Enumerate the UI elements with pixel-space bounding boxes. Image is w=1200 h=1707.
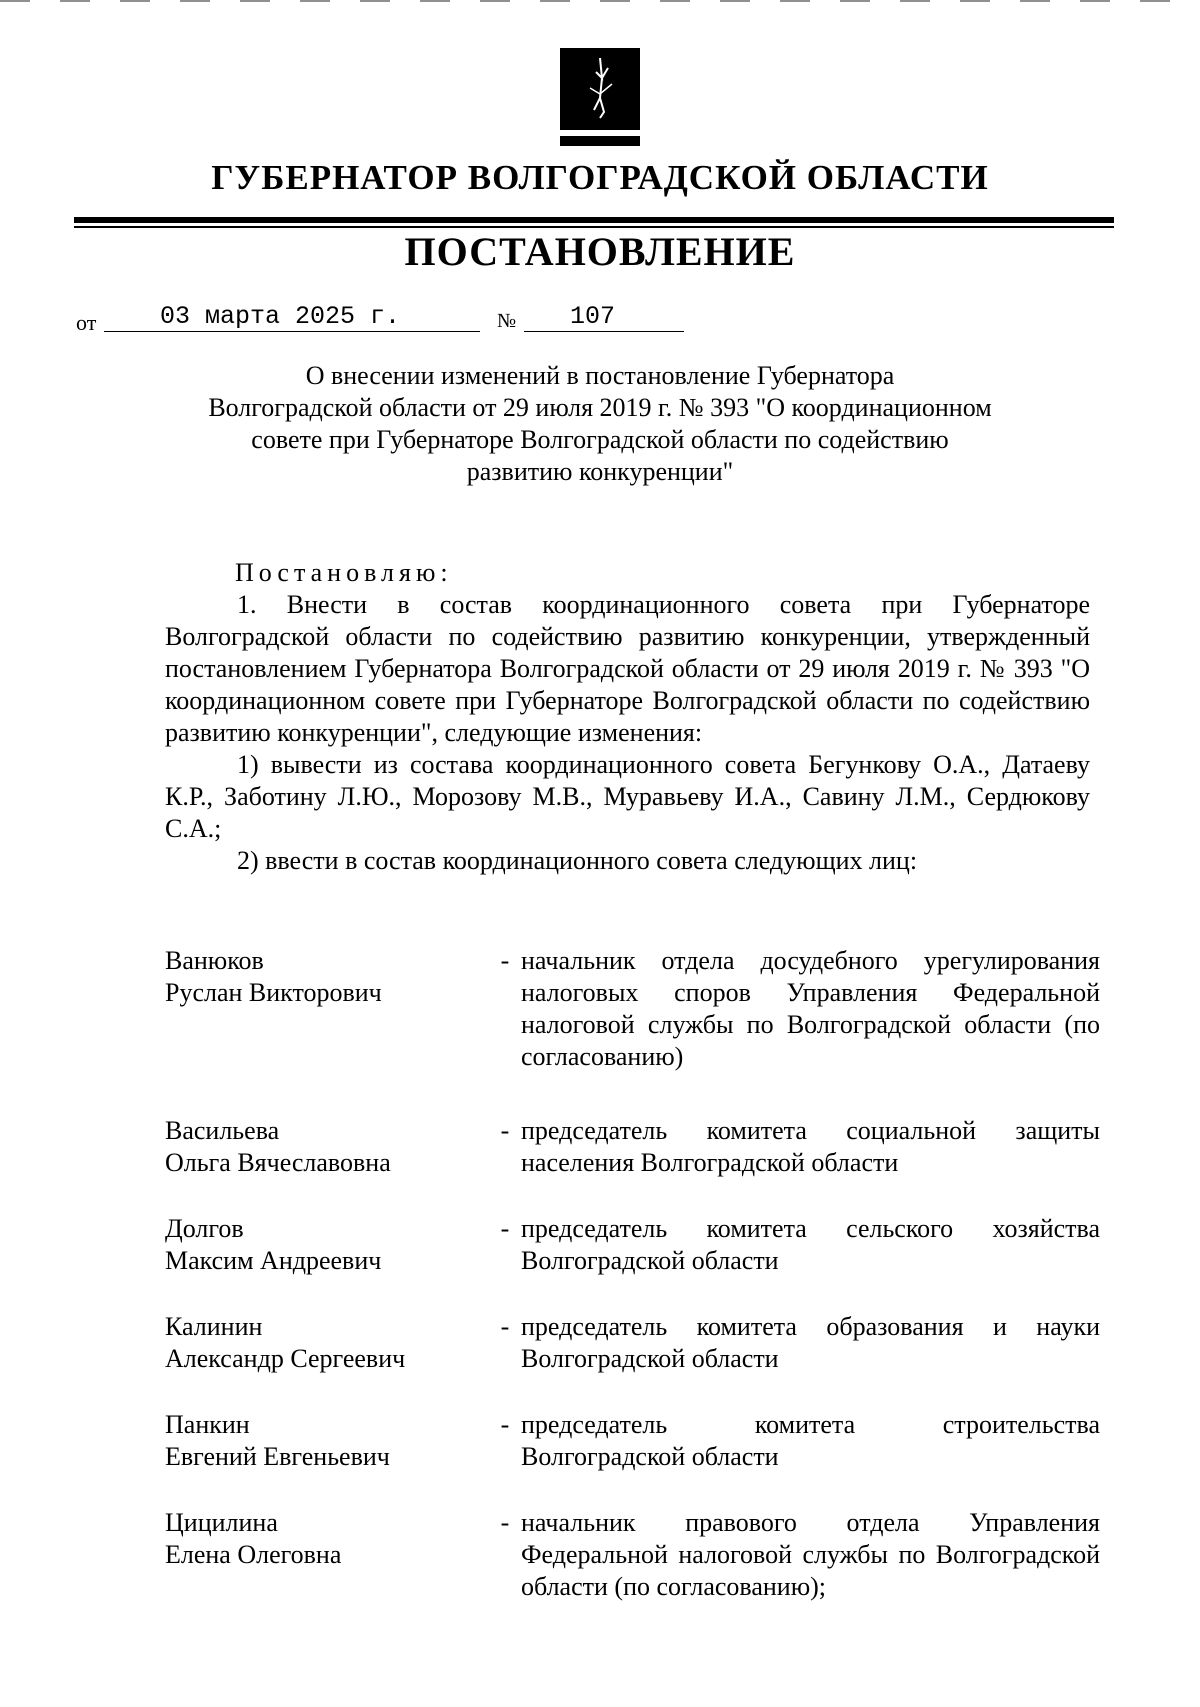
- document-number: 107: [570, 302, 616, 331]
- subject-line: развитию конкуренции": [466, 457, 734, 486]
- date-underline: [104, 331, 480, 332]
- dash: -: [500, 1508, 510, 1537]
- member-role: начальник отдела досудебного урегулирования налоговых споров Управления Федеральной налоговой службы по Волгоградской области (по согласованию): [521, 946, 1100, 1071]
- document-body: [165, 557, 1090, 877]
- member-name: Долгов Максим Андреевич: [165, 1214, 382, 1275]
- dash: -: [500, 1312, 510, 1341]
- member-role: председатель комитета строительства Волгоградской области: [521, 1410, 1100, 1471]
- member-name: Панкин Евгений Евгеньевич: [165, 1410, 390, 1471]
- number-underline: [524, 331, 684, 332]
- authority-title: ГУБЕРНАТОР ВОЛГОГРАДСКОЙ ОБЛАСТИ: [211, 158, 989, 197]
- document-subject: [160, 360, 1040, 488]
- dash: -: [500, 946, 510, 975]
- member-name: Калинин Александр Сергеевич: [165, 1312, 406, 1373]
- sub-item-2: 2) ввести в состав координационного совета следующих лиц:: [237, 846, 918, 875]
- member-name: Васильева Ольга Вячеславовна: [165, 1116, 391, 1177]
- document-date: 03 марта 2025 г.: [160, 302, 401, 331]
- subject-line: О внесении изменений в постановление Губернатора: [305, 361, 895, 390]
- document-type: ПОСТАНОВЛЕНИЕ: [404, 229, 796, 274]
- scan-edge: [0, 0, 1200, 2]
- dash: -: [500, 1116, 510, 1145]
- subject-line: Волгоградской области от 29 июля 2019 г. № 393 "О координационном: [208, 393, 992, 422]
- sub-item-1: 1) вывести из состава координационного совета Бегункову О.А., Датаеву К.Р., Заботину Л.Ю., Морозову М.В., Муравьеву И.А., Савину Л.М., Сердюкову С.А.;: [165, 750, 1090, 843]
- resolve-statement: Постановляю:: [235, 558, 453, 587]
- number-label: №: [497, 310, 517, 332]
- member-role: председатель комитета образования и науки Волгоградской области: [521, 1312, 1100, 1373]
- subject-line: совете при Губернаторе Волгоградской области по содействию: [251, 425, 949, 454]
- member-name: Цицилина Елена Олеговна: [165, 1508, 342, 1569]
- date-label: от: [76, 310, 97, 335]
- dash: -: [500, 1214, 510, 1243]
- member-role: начальник правового отдела Управления Федеральной налоговой службы по Волгоградской области (по согласованию);: [521, 1508, 1100, 1601]
- member-name: Ванюков Руслан Викторович: [165, 946, 382, 1007]
- member-role: председатель комитета сельского хозяйства Волгоградской области: [521, 1214, 1100, 1275]
- member-role: председатель комитета социальной защиты населения Волгоградской области: [521, 1116, 1100, 1177]
- dash: -: [500, 1410, 510, 1439]
- item-1: 1. Внести в состав координационного совета при Губернаторе Волгоградской области по содействию развитию конкуренции, утвержденный постановлением Губернатора Волгоградской области от 29 июля 2019 г. № 393 "О координационном совете при Губернаторе Волгоградской области по содействию развитию конкуренции", следующие изменения:: [165, 590, 1090, 747]
- header-rule: [74, 217, 1114, 223]
- volgograd-coat-of-arms-icon: [560, 48, 640, 148]
